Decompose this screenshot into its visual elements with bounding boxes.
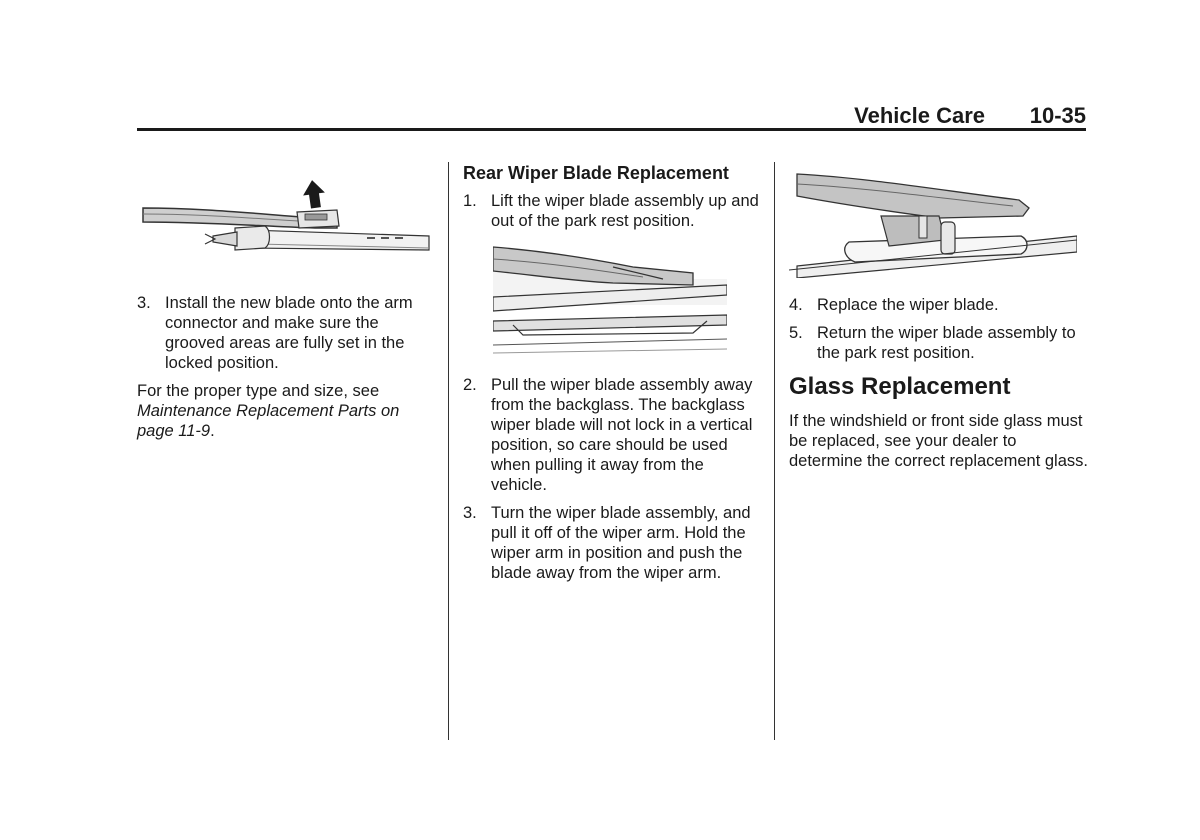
step-4: [789, 295, 1089, 315]
column-1: [137, 170, 437, 441]
step-2: [463, 375, 763, 495]
header-rule: [137, 128, 1086, 131]
step-number: 3.: [137, 294, 151, 312]
glass-replacement-paragraph: If the windshield or front side glass must be replaced, see your dealer to determine the correct replacement glass.: [789, 412, 1088, 470]
step-text: Turn the wiper blade assembly, and pull it off of the wiper arm. Hold the wiper arm in position and push the blade away from the wiper arm.: [491, 504, 751, 582]
page-header: [137, 98, 1086, 130]
step-text: Pull the wiper blade assembly away from the backglass. The backglass wiper blade will not lock in a vertical position, so care should be used when pulling it away from the vehicle.: [491, 376, 753, 494]
step-text: Replace the wiper blade.: [817, 296, 999, 314]
wiper-blade-install-illustration: [137, 170, 431, 272]
column-3: [789, 170, 1089, 471]
step-3: [463, 503, 763, 583]
step-text: Return the wiper blade assembly to the park rest position.: [817, 324, 1076, 362]
reference-prefix: For the proper type and size, see: [137, 382, 380, 400]
reference-suffix: .: [210, 422, 215, 440]
reference-paragraph: [137, 381, 437, 441]
step-number: 2.: [463, 376, 477, 394]
wiper-blade-replace-illustration: [789, 170, 1077, 278]
section-title: Vehicle Care: [854, 103, 985, 128]
column-divider: [774, 162, 775, 740]
column-2: [463, 162, 763, 591]
section-heading: Rear Wiper Blade Replacement: [463, 163, 729, 183]
step-text: Install the new blade onto the arm connector and make sure the grooved areas are fully set in the locked position.: [165, 294, 413, 372]
cross-reference-link[interactable]: Maintenance Replacement Parts on page 11-9: [137, 402, 400, 440]
step-number: 5.: [789, 324, 803, 342]
step-number: 4.: [789, 296, 803, 314]
page-number: 10-35: [1029, 103, 1086, 128]
step-1: [463, 191, 763, 231]
column-divider: [448, 162, 449, 740]
step-number: 1.: [463, 192, 477, 210]
glass-replacement-heading: Glass Replacement: [789, 373, 1011, 400]
rear-wiper-lift-illustration: [493, 245, 727, 355]
step-5: [789, 323, 1089, 363]
step-number: 3.: [463, 504, 477, 522]
step-3: [137, 293, 437, 373]
step-text: Lift the wiper blade assembly up and out of the park rest position.: [491, 192, 759, 230]
